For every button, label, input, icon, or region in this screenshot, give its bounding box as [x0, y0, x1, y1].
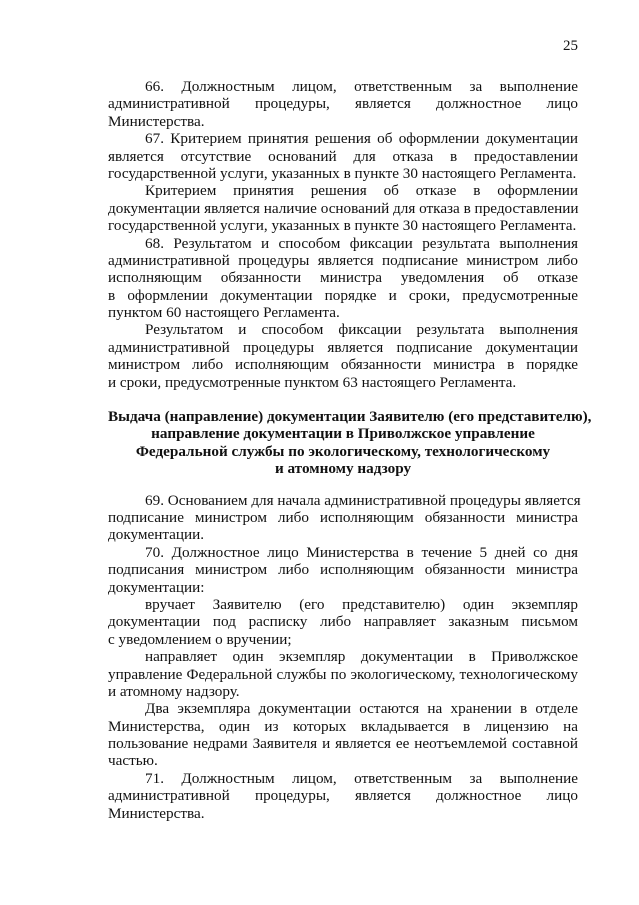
- section-heading-line-2: направление документации в Приволжское управление: [151, 425, 535, 443]
- section-heading-line-1: Выдача (направление) документации Заявителю (его представителю),: [108, 408, 592, 426]
- paragraph-70c-line-3: пользование недрами Заявителя и является ее неотъемлемой составной: [108, 735, 578, 753]
- paragraph-66-line-3: Министерства.: [108, 112, 205, 130]
- paragraph-68-line-1: 68. Результатом и способом фиксации результата выполнения: [145, 234, 578, 252]
- paragraph-69-line-2: подписание министром либо исполняющим обязанности министра: [108, 508, 578, 526]
- page-number: 25: [563, 38, 578, 54]
- paragraph-71-line-2: административной процедуры, является должностное лицо: [108, 787, 578, 805]
- paragraph-70a-line-2: документации под расписку либо направляет заказным письмом: [108, 613, 578, 631]
- paragraph-70-line-2: подписания министром либо исполняющим обязанности министра: [108, 561, 578, 579]
- paragraph-70-line-1: 70. Должностное лицо Министерства в течение 5 дней со дня: [145, 543, 578, 561]
- paragraph-70a-line-3: с уведомлением о вручении;: [108, 630, 292, 648]
- paragraph-70b-line-2: управление Федеральной службы по экологическому, технологическому: [108, 665, 578, 683]
- paragraph-69-line-1: 69. Основанием для начала административной процедуры является: [145, 491, 581, 509]
- paragraph-70-line-3: документации:: [108, 578, 205, 596]
- paragraph-67-line-1: 67. Критерием принятия решения об оформлении документации: [145, 130, 578, 148]
- paragraph-70b-line-1: направляет один экземпляр документации в Приволжское: [145, 648, 578, 666]
- paragraph-67b-line-3: государственной услуги, указанных в пункте 30 настоящего Регламента.: [108, 217, 577, 235]
- paragraph-67b-line-2: документации является наличие оснований для отказа в предоставлении: [108, 199, 579, 217]
- paragraph-67b-line-1: Критерием принятия решения об отказе в оформлении: [145, 182, 578, 200]
- section-heading-line-4: и атомному надзору: [274, 460, 412, 478]
- paragraph-70c-line-2: Министерства, один из которых вкладывается в лицензию на: [108, 717, 578, 735]
- spacer: [108, 478, 578, 492]
- spacer: [108, 391, 578, 408]
- paragraph-70c-line-4: частью.: [108, 752, 158, 770]
- paragraph-68b-line-2: административной процедуры является подписание документации: [108, 338, 578, 356]
- paragraph-70b-line-3: и атомному надзору.: [108, 682, 240, 700]
- paragraph-67-line-3: государственной услуги, указанных в пункте 30 настоящего Регламента.: [108, 164, 577, 182]
- paragraph-68b-line-4: и сроки, предусмотренные пунктом 63 настоящего Регламента.: [108, 373, 517, 391]
- paragraph-66-line-2: административной процедуры, является должностное лицо: [108, 95, 578, 113]
- document-body: [108, 78, 592, 822]
- paragraph-70a-line-1: вручает Заявителю (его представителю) один экземпляр: [145, 595, 578, 613]
- section-heading-line-3: Федеральной службы по экологическому, технологическому: [135, 442, 551, 460]
- paragraph-68-line-5: пунктом 60 настоящего Регламента.: [108, 304, 340, 322]
- paragraph-68-line-4: в оформлении документации порядке и сроки, предусмотренные: [108, 286, 578, 304]
- paragraph-68b-line-1: Результатом и способом фиксации результата выполнения: [145, 321, 578, 339]
- paragraph-68b-line-3: министром либо исполняющим обязанности министра в порядке: [108, 356, 578, 374]
- paragraph-67-line-2: является отсутствие оснований для отказа в предоставлении: [108, 147, 578, 165]
- paragraph-70c-line-1: Два экземпляра документации остаются на хранении в отделе: [145, 700, 578, 718]
- paragraph-66-line-1: 66. Должностным лицом, ответственным за выполнение: [145, 78, 578, 95]
- paragraph-71-line-3: Министерства.: [108, 804, 205, 822]
- paragraph-69-line-3: документации.: [108, 526, 205, 544]
- paragraph-71-line-1: 71. Должностным лицом, ответственным за выполнение: [145, 769, 578, 787]
- paragraph-68-line-2: административной процедуры является подписание министром либо: [108, 251, 578, 269]
- paragraph-68-line-3: исполняющим обязанности министра уведомления об отказе: [108, 269, 578, 287]
